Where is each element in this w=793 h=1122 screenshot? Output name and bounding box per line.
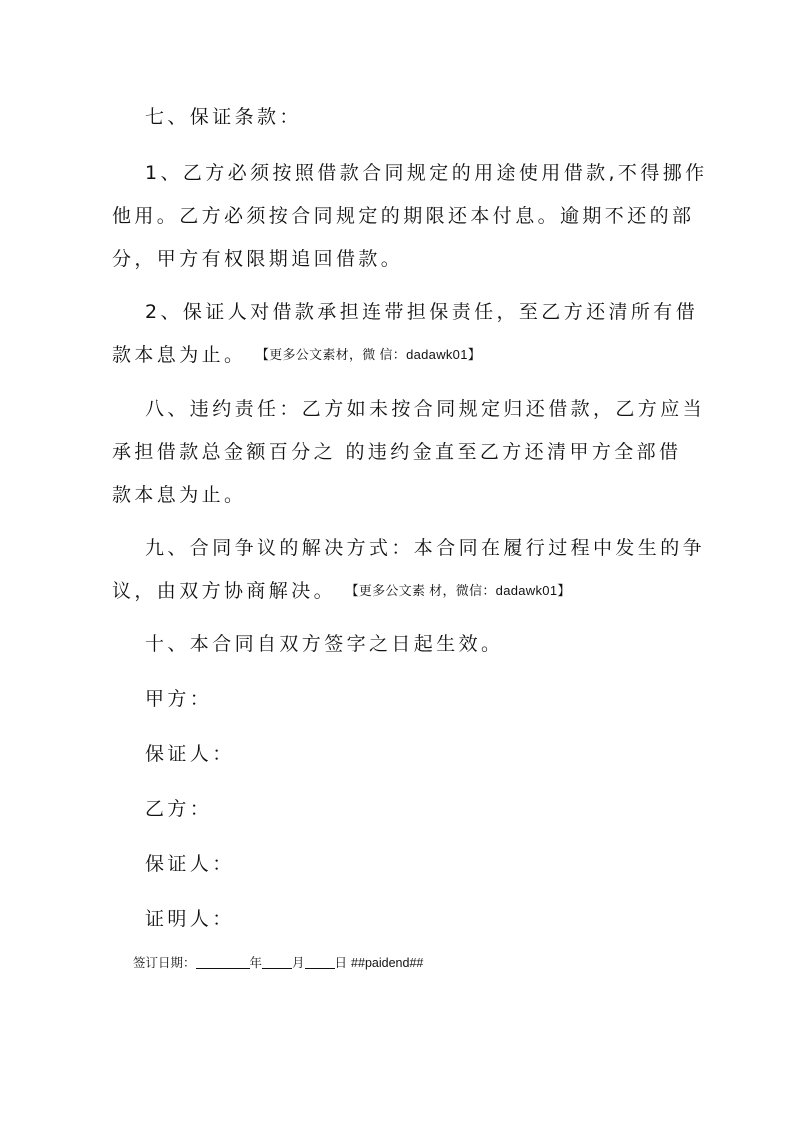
text-line: 他用。乙方必须按合同规定的期限还本付息。逾期不还的部 bbox=[112, 205, 695, 227]
end-tag: ##paidend## bbox=[351, 956, 424, 970]
day-blank bbox=[305, 956, 335, 969]
text-line: 分，甲方有权限期追回借款。 bbox=[112, 248, 404, 270]
year-blank bbox=[196, 956, 250, 969]
sign-date-line bbox=[133, 955, 423, 971]
clause-10: 十、本合同自双方签字之日起生效。 bbox=[145, 633, 504, 655]
sign-date-label: 签订日期： bbox=[133, 955, 196, 970]
month-blank bbox=[262, 956, 292, 969]
text-line: 九、合同争议的解决方式：本合同在履行过程中发生的争 bbox=[145, 537, 706, 559]
year-label: 年 bbox=[249, 955, 263, 970]
text-fragment: 款本息为止。 bbox=[112, 344, 247, 366]
party-a-label: 甲方： bbox=[145, 688, 213, 710]
text-fragment: 议，由双方协商解决。 bbox=[112, 580, 337, 602]
promo-note: 【更多公文素材，微 信：dadawk01】 bbox=[255, 347, 482, 362]
month-label: 月 bbox=[292, 955, 305, 970]
guarantor-label: 保证人： bbox=[145, 743, 235, 765]
text-line: 2、保证人对借款承担连带担保责任，至乙方还清所有借 bbox=[145, 301, 699, 323]
promo-note: 【更多公文素 材，微信：dadawk01】 bbox=[345, 583, 571, 598]
text-line bbox=[112, 578, 571, 604]
party-b-label: 乙方： bbox=[145, 798, 213, 820]
text-line: 款本息为止。 bbox=[112, 484, 247, 506]
text-line: 承担借款总金额百分之 的违约金直至乙方还清甲方全部借 bbox=[112, 441, 682, 463]
text-line: 1、乙方必须按照借款合同规定的用途使用借款,不得挪作 bbox=[145, 162, 708, 184]
text-line: 八、违约责任：乙方如未按合同规定归还借款，乙方应当 bbox=[145, 398, 706, 420]
day-label: 日 bbox=[334, 955, 348, 970]
guarantor-label: 保证人： bbox=[145, 853, 235, 875]
text-line bbox=[112, 342, 481, 368]
witness-label: 证明人： bbox=[145, 908, 235, 930]
clause-7-heading: 七、保证条款： bbox=[145, 106, 302, 128]
